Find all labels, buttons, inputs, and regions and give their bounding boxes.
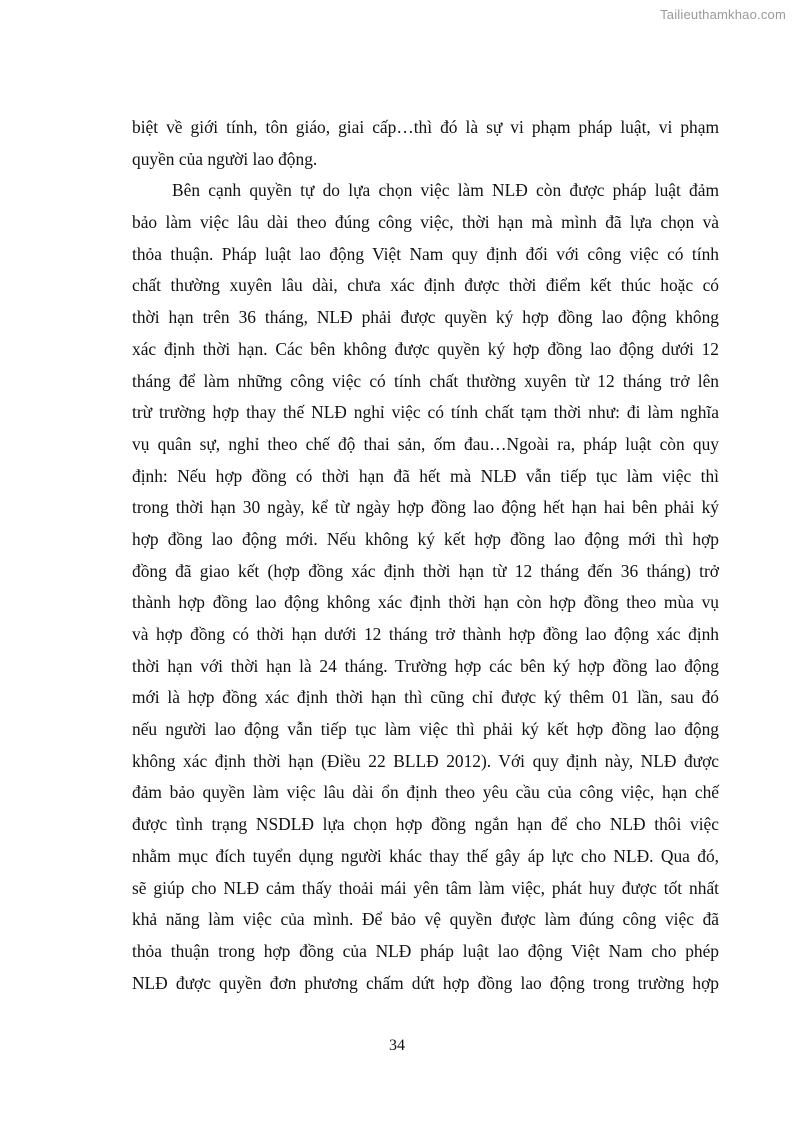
text-line: sẽ giúp cho NLĐ cảm thấy thoải mái yên tâm làm việc, phát huy được tốt nhất (132, 877, 719, 898)
text-line: đảm bảo quyền làm việc lâu dài ổn định theo yêu cầu của công việc, hạn chế (132, 782, 719, 803)
text-line: thời hạn trên 36 tháng, NLĐ phải được quyền ký hợp đồng lao động không (132, 307, 719, 328)
page-body (132, 112, 719, 999)
page-number: 34 (389, 1037, 405, 1054)
text-line: biệt về giới tính, tôn giáo, giai cấp…thì đó là sự vi phạm pháp luật, vi phạm (132, 117, 719, 137)
text-line: Bên cạnh quyền tự do lựa chọn việc làm NLĐ còn được pháp luật đảm (172, 180, 719, 201)
text-line: định: Nếu hợp đồng có thời hạn đã hết mà NLĐ vẫn tiếp tục làm việc thì (132, 465, 719, 486)
text-line: hợp đồng lao động mới. Nếu không ký kết hợp đồng lao động mới thì hợp (132, 528, 719, 549)
text-line: thành hợp đồng lao động không xác định thời hạn còn hợp đồng theo mùa vụ (132, 592, 719, 613)
text-line: chất thường xuyên lâu dài, chưa xác định được thời điểm kết thúc hoặc có (132, 275, 719, 296)
watermark: Tailieuthamkhao.com (660, 7, 786, 22)
text-line: vụ quân sự, nghỉ theo chế độ thai sản, ốm đau…Ngoài ra, pháp luật còn quy (132, 433, 719, 454)
text-line: được tình trạng NSDLĐ lựa chọn hợp đồng ngắn hạn để cho NLĐ thôi việc (132, 814, 719, 835)
text-line: thỏa thuận trong hợp đồng của NLĐ pháp luật lao động Việt Nam cho phép (132, 940, 719, 961)
paragraph (132, 112, 719, 175)
text-line: bảo làm việc lâu dài theo đúng công việc, thời hạn mà mình đã lựa chọn và (132, 212, 719, 233)
text-line: và hợp đồng có thời hạn dưới 12 tháng trở thành hợp đồng lao động xác định (132, 624, 719, 644)
text-line: thỏa thuận. Pháp luật lao động Việt Nam quy định đối với công việc có tính (132, 243, 719, 264)
text-line: trừ trường hợp thay thế NLĐ nghỉ việc có tính chất tạm thời như: đi làm nghĩa (132, 402, 719, 423)
text-line: đồng đã giao kết (hợp đồng xác định thời hạn từ 12 tháng đến 36 tháng) trở (132, 560, 719, 581)
paragraph (132, 175, 719, 999)
text-line: không xác định thời hạn (Điều 22 BLLĐ 2012). Với quy định này, NLĐ được (132, 750, 719, 771)
text-line: mới là hợp đồng xác định thời hạn thì cũng chỉ được ký thêm 01 lần, sau đó (132, 687, 719, 708)
text-line: xác định thời hạn. Các bên không được quyền ký hợp đồng lao động dưới 12 (132, 338, 719, 359)
text-line: khả năng làm việc của mình. Để bảo vệ quyền được làm đúng công việc đã (132, 909, 719, 930)
text-line: quyền của người lao động. (132, 148, 318, 169)
text-line: thời hạn với thời hạn là 24 tháng. Trường hợp các bên ký hợp đồng lao động (132, 655, 719, 676)
text-line: tháng để làm những công việc có tính chất thường xuyên từ 12 tháng trở lên (132, 370, 719, 391)
text-line: nhằm mục đích tuyển dụng người khác thay thế gây áp lực cho NLĐ. Qua đó, (132, 845, 719, 866)
text-line: nếu người lao động vẫn tiếp tục làm việc thì phải ký kết hợp đồng lao động (132, 719, 719, 740)
text-line: NLĐ được quyền đơn phương chấm dứt hợp đồng lao động trong trường hợp (132, 972, 719, 993)
text-line: trong thời hạn 30 ngày, kể từ ngày hợp đồng lao động hết hạn hai bên phải ký (132, 497, 719, 518)
